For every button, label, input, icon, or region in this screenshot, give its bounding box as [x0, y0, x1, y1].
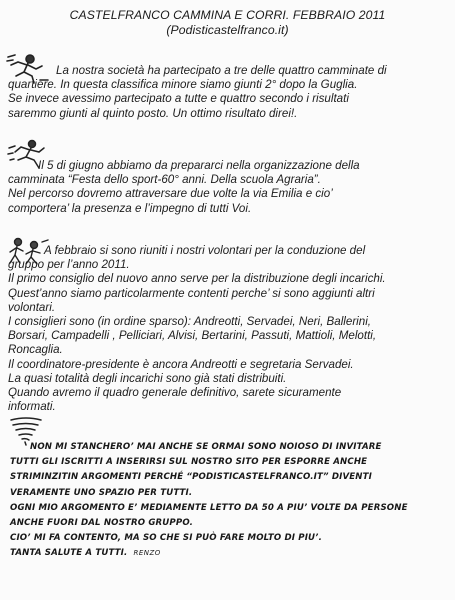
- closing-line: CIO’ MI FA CONTENTO, MA SO CHE SI PUÒ FARE MOLTO DI PIU’.: [10, 533, 323, 544]
- signature: RENZO: [133, 549, 161, 558]
- section-line: A febbraio si sono riuniti i nostri volontari per la conduzione del: [44, 244, 366, 257]
- section-line: Il primo consiglio del nuovo anno serve per la distribuzione degli incarichi.: [8, 272, 386, 286]
- section-line: Borsari, Campadelli , Pelliciari, Alvisi, Bertarini, Passuti, Mattioli, Melotti,: [8, 329, 377, 343]
- document-subtitle: (Podisticastelfranco.it): [166, 23, 289, 37]
- closing-line: VERAMENTE UNO SPAZIO PER TUTTI.: [10, 487, 193, 498]
- section-line: Roncaglia.: [8, 343, 63, 357]
- section-results: [8, 64, 450, 121]
- document-header: [0, 8, 455, 38]
- section-line: Se invece avessimo partecipato a tutte e quattro secondo i risultati: [8, 92, 349, 106]
- closing-greeting: TANTA SALUTE A TUTTI.: [10, 548, 128, 559]
- section-line: comportera’ la presenza e l’impegno di tutti Voi.: [8, 201, 252, 215]
- section-line: Il coordinatore-presidente è ancora Andreotti e segretaria Servadei.: [8, 357, 354, 371]
- closing-line: STRIMINZITIN ARGOMENTI PERCHÉ “PODISTICASTELFRANCO.IT” DIVENTI: [10, 472, 373, 483]
- section-line: Nel percorso dovremo attraversare due volte la via Emilia e cio’: [8, 187, 333, 201]
- section-line: gruppo per l’anno 2011.: [8, 258, 130, 272]
- closing-line: ANCHE FUORI DAL NOSTRO GRUPPO.: [10, 518, 194, 529]
- section-line: Il 5 di giugno abbiamo da prepararci nella organizzazione della: [38, 159, 360, 172]
- section-line: quartiere. In questa classifica minore siamo giunti 2° dopo la Guglia.: [8, 78, 358, 92]
- document-title: CASTELFRANCO CAMMINA E CORRI. FEBBRAIO 2011: [69, 8, 386, 22]
- closing-message: [10, 440, 450, 562]
- closing-line: [10, 546, 450, 561]
- closing-line: TUTTI GLI ISCRITTI A INSERIRSI SUL NOSTRO SITO PER ESPORRE ANCHE: [10, 457, 368, 468]
- section-line: La nostra società ha partecipato a tre delle quattro camminate di: [56, 64, 387, 77]
- section-line: camminata “Festa dello sport-60° anni. Della scuola Agraria”.: [8, 173, 321, 187]
- section-line: La quasi totalità degli incarichi sono già stati distribuiti.: [8, 371, 287, 385]
- section-line: saremmo giunti al quinto posto. Un ottimo risultato direi!.: [8, 106, 298, 120]
- closing-line: NON MI STANCHERO’ MAI ANCHE SE ORMAI SONO NOIOSO DI INVITARE: [30, 442, 382, 452]
- section-volunteers: [8, 244, 450, 414]
- section-line: I consiglieri sono (in ordine sparso): Andreotti, Servadei, Neri, Ballerini,: [8, 315, 372, 329]
- section-line: informati.: [8, 400, 56, 414]
- section-event: [8, 159, 450, 216]
- closing-line: OGNI MIO ARGOMENTO E’ MEDIAMENTE LETTO DA 50 A PIU’ VOLTE DA PERSONE: [10, 502, 408, 513]
- section-line: Quando avremo il quadro generale definitivo, sarete sicuramente: [8, 386, 342, 400]
- section-line: volontari.: [8, 300, 56, 314]
- section-line: Quest’anno siamo particolarmente contenti perche’ si sono aggiunti altri: [8, 286, 375, 300]
